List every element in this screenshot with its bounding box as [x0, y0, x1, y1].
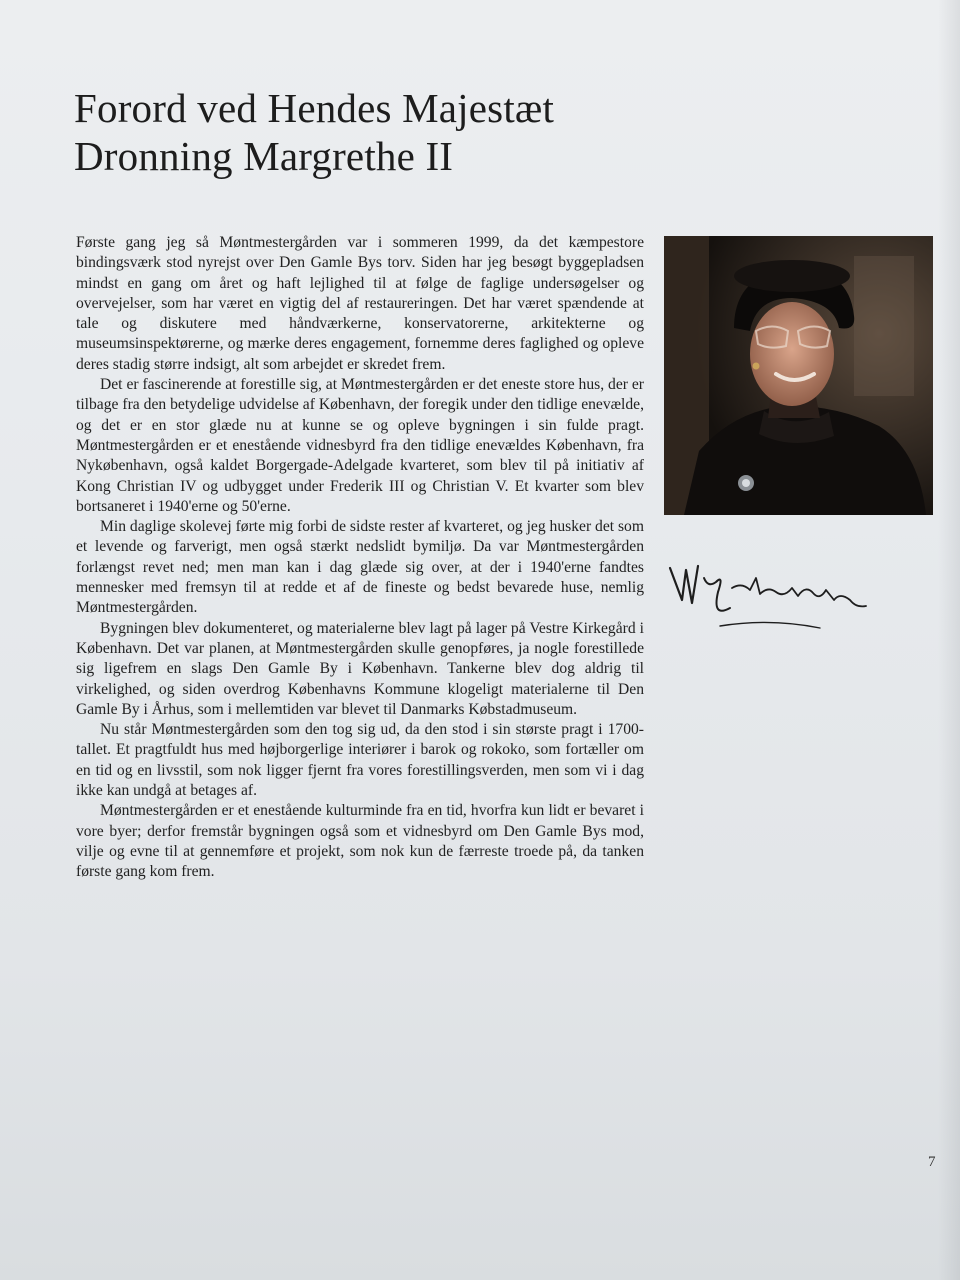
- foreword-body: [76, 233, 644, 883]
- paragraph-6: Møntmestergården er et enestående kulturminde fra en tid, hvorfra kun lidt er bevaret i vore byer; derfor fremstår bygningen også som et vidnesbyrd om Den Gamle Bys mod, vilje og evne til at gennemføre et projekt, som nok kun de færreste troede på, da tanken første gang kom frem.: [76, 802, 644, 881]
- paragraph-5: Nu står Møntmestergården som den tog sig ud, da den stod i sin største pragt i 1700-tallet. Et pragtfuldt hus med højborgerlige interiører i barok og rokoko, som fortæller om en tid og en livsstil, som nok ligger fjernt fra vores forestillingsverden, men som vi i dag ikke kan undgå at betages af.: [76, 721, 644, 800]
- paragraph-1: Første gang jeg så Møntmestergården var i sommeren 1999, da det kæmpestore bindingsværk stod nyrejst over Den Gamle Bys torv. Siden har jeg besøgt byggepladsen mindst en gang om året og haft lejlighed til at følge de faglige undersøgelser og overvejelser, som har været en vigtig del af restaureringen. Det har været spændende at tale og diskutere med håndværkerne, konservatorerne, arkitekterne og museumsinspektørerne, og mærke deres engagement, fornemme deres faglighed og opleve deres stadig større indsigt, alt som arbejdet er skredet frem.: [76, 234, 644, 373]
- page-title: [74, 84, 694, 180]
- title-line-2: Dronning Margrethe II: [74, 133, 454, 179]
- handwritten-signature-icon: [660, 548, 880, 638]
- portrait-illustration: [664, 236, 933, 515]
- page-number: 7: [928, 1154, 936, 1170]
- title-line-1: Forord ved Hendes Majestæt: [74, 85, 555, 131]
- paragraph-4: Bygningen blev dokumenteret, og materialerne blev lagt på lager på Vestre Kirkegård i København. Det var planen, at Møntmestergården skulle genopføres, ja nogle forestillede sig ligefrem en slags Den Gamle By i København. Tankerne blev dog aldrig til virkelighed, og siden overdrog Københavns Kommune klogeligt materialerne til Den Gamle By i Århus, som i mellemtiden var blevet til Danmarks Købstadmuseum.: [76, 619, 644, 718]
- page-edge-shadow: [938, 0, 960, 1280]
- portrait-photo: [664, 236, 933, 515]
- royal-signature: [660, 548, 880, 638]
- paragraph-2: Det er fascinerende at forestille sig, at Møntmestergården er det eneste store hus, der er tilbage fra den betydelige udvidelse af København, der foregik under den tidlige enevælde, og det er en stor glæde nu at kunne se og opleve bygningen i sin fulde pragt. Møntmestergården er et enestående vidnesbyrd fra den tidlige enevældes København, fra Nykøbenhavn, også kaldet Borgergade-Adelgade kvarteret, som blev til på initiativ af Kong Christian IV og udbygget under Frederik III og Christian V. Et kvarter som blev bortsaneret i 1940'erne og 50'erne.: [76, 376, 644, 515]
- paragraph-3: Min daglige skolevej førte mig forbi de sidste rester af kvarteret, og jeg husker det som et levende og farverigt, men også stærkt nedslidt bymiljø. Da var Møntmestergården forlængst revet ned; men man kan i dag glæde sig over, at der i 1940'erne fandtes mennesker med fremsyn til at redde et af de fineste og bedst bevarede huse, nemlig Møntmestergården.: [76, 518, 644, 617]
